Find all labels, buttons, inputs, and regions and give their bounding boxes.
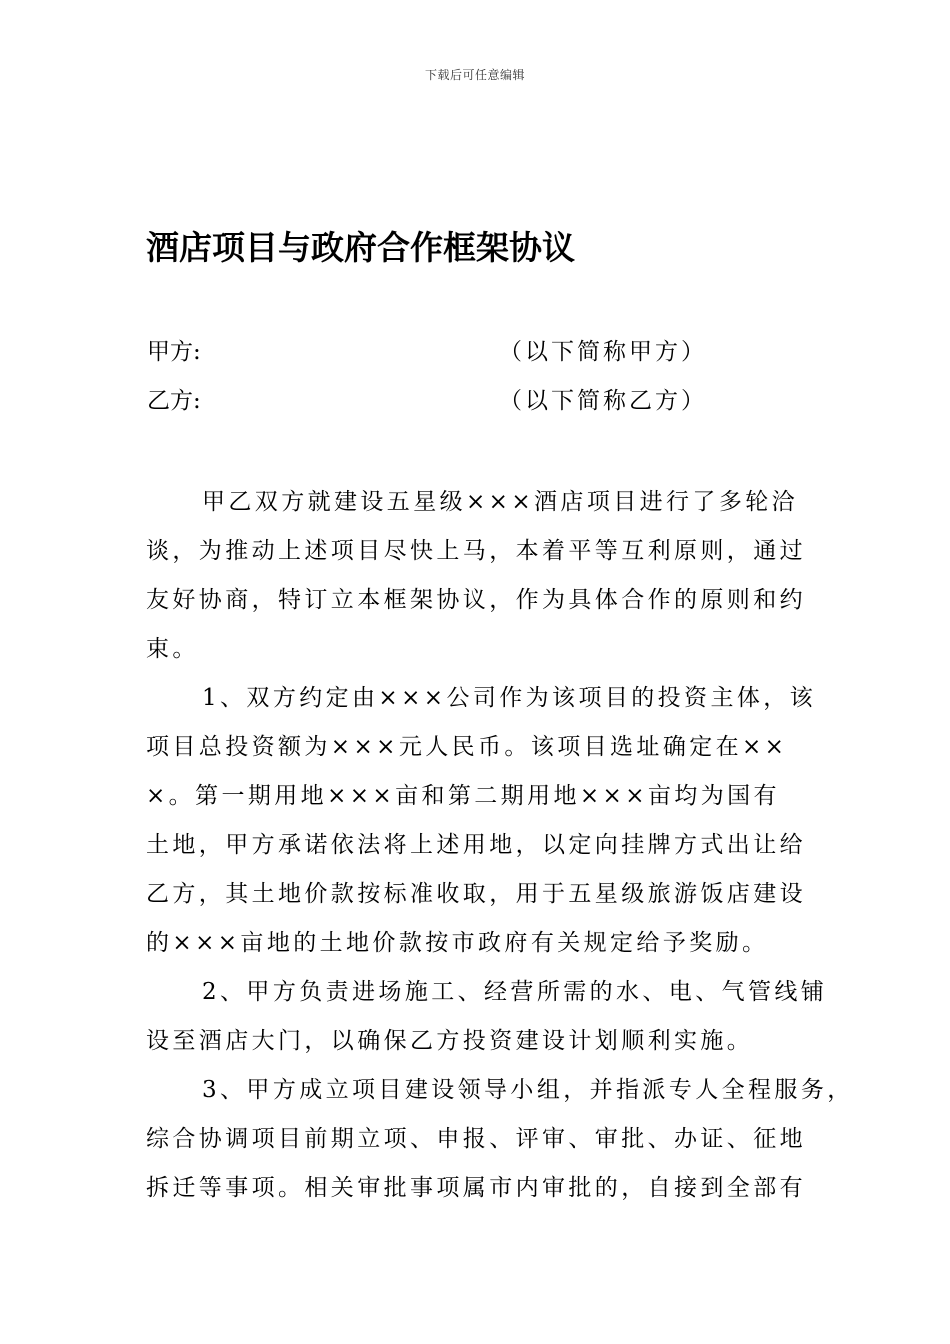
party-b-line [147, 382, 707, 415]
body-line: 拆迁等事项。相关审批事项属市内审批的，自接到全部有 [146, 1175, 806, 1201]
body-line: 3、甲方成立项目建设领导小组，并指派专人全程服务， [202, 1077, 854, 1103]
body-line: 的×××亩地的土地价款按市政府有关规定给予奖励。 [146, 930, 769, 956]
body-line: 土地，甲方承诺依法将上述用地，以定向挂牌方式出让给 [146, 832, 806, 858]
body-line: 2、甲方负责进场施工、经营所需的水、电、气管线铺 [202, 979, 828, 1005]
body-line: 甲乙双方就建设五星级×××酒店项目进行了多轮洽 [202, 489, 799, 515]
party-a-label: 甲方: [147, 339, 201, 365]
body-line: 谈，为推动上述项目尽快上马，本着平等互利原则，通过 [146, 538, 806, 564]
body-line: 1、双方约定由×××公司作为该项目的投资主体，该 [202, 685, 817, 711]
document-title: 酒店项目与政府合作框架协议 [146, 228, 575, 267]
party-a-line [147, 333, 707, 366]
party-a-note: （以下简称甲方） [499, 339, 707, 365]
body-line: 项目总投资额为×××元人民币。该项目选址确定在×× [146, 734, 788, 760]
agreement-body [146, 478, 854, 1213]
body-line: 束。 [146, 636, 199, 662]
party-b-note: （以下简称乙方） [499, 388, 707, 414]
body-line: 设至酒店大门，以确保乙方投资建设计划顺利实施。 [146, 1028, 754, 1054]
body-line: 综合协调项目前期立项、申报、评审、审批、办证、征地 [146, 1126, 806, 1152]
body-line: ×。第一期用地×××亩和第二期用地×××亩均为国有 [146, 783, 780, 809]
header-note: 下载后可任意编辑 [424, 68, 525, 82]
body-line: 乙方，其土地价款按标准收取，用于五星级旅游饭店建设 [146, 881, 806, 907]
party-b-label: 乙方: [147, 388, 201, 414]
body-line: 友好协商，特订立本框架协议，作为具体合作的原则和约 [146, 587, 806, 613]
